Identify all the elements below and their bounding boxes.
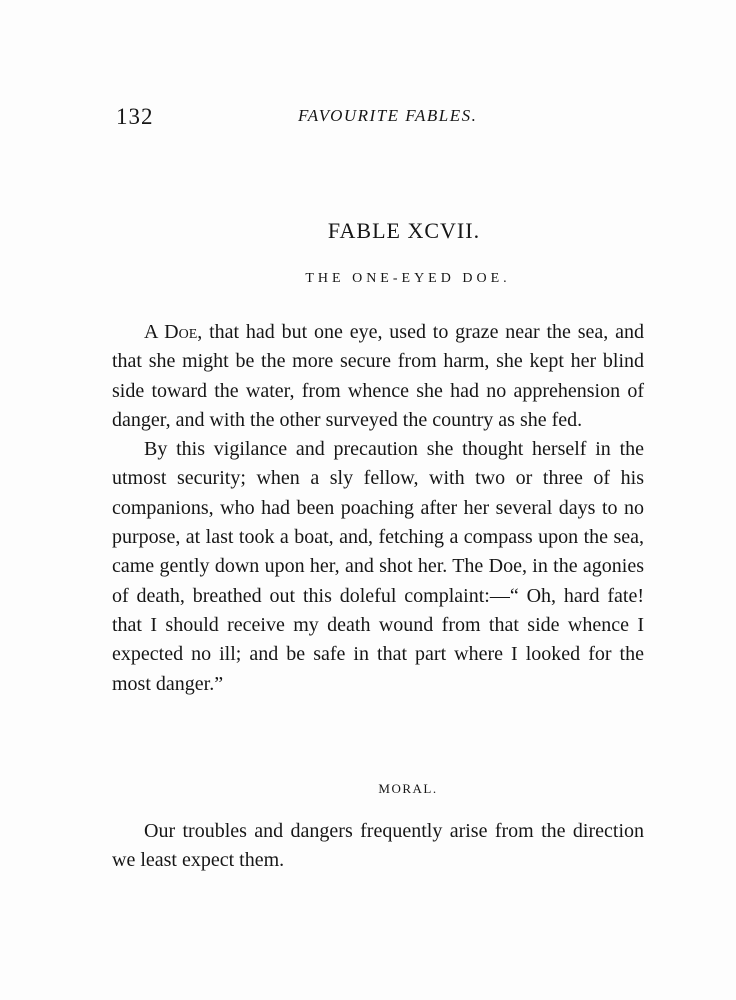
moral-paragraph: Our troubles and dangers frequently arise from the direction we least expect them.	[112, 820, 644, 872]
running-title: FAVOURITE FABLES.	[298, 106, 478, 125]
page-number: 132	[116, 104, 154, 129]
fable-paragraph-1-text: , that had but one eye, used to graze near the sea, and that she might be the more secure from harm, she kept her blind side toward the water, from whence she had no apprehension of danger, and with the other surveyed the country as she fed.	[112, 321, 644, 431]
fable-paragraph-2: By this vigilance and precaution she thought herself in the utmost security; when a sly fellow, with two or three of his companions, who had been poaching after her several days to no purpose, at last took a boat, and, fetching a compass upon the sea, came gently down upon her, and shot her. The Doe, in the agonies of death, breathed out this doleful complaint:—“ Oh, hard fate! that I should receive my death wound from that side whence I expected no ill; and be safe in that part where I looked for the most danger.”	[112, 438, 644, 695]
fable-number-heading: FABLE XCVII.	[327, 218, 481, 243]
moral-body	[112, 817, 644, 876]
fable-title: THE ONE-EYED DOE.	[305, 271, 511, 286]
fable-body	[112, 318, 644, 699]
fable-paragraph-1-lead: A Doe	[144, 321, 198, 343]
running-head	[108, 104, 644, 134]
moral-heading: MORAL.	[378, 781, 438, 796]
fable-paragraph-1	[112, 318, 644, 435]
